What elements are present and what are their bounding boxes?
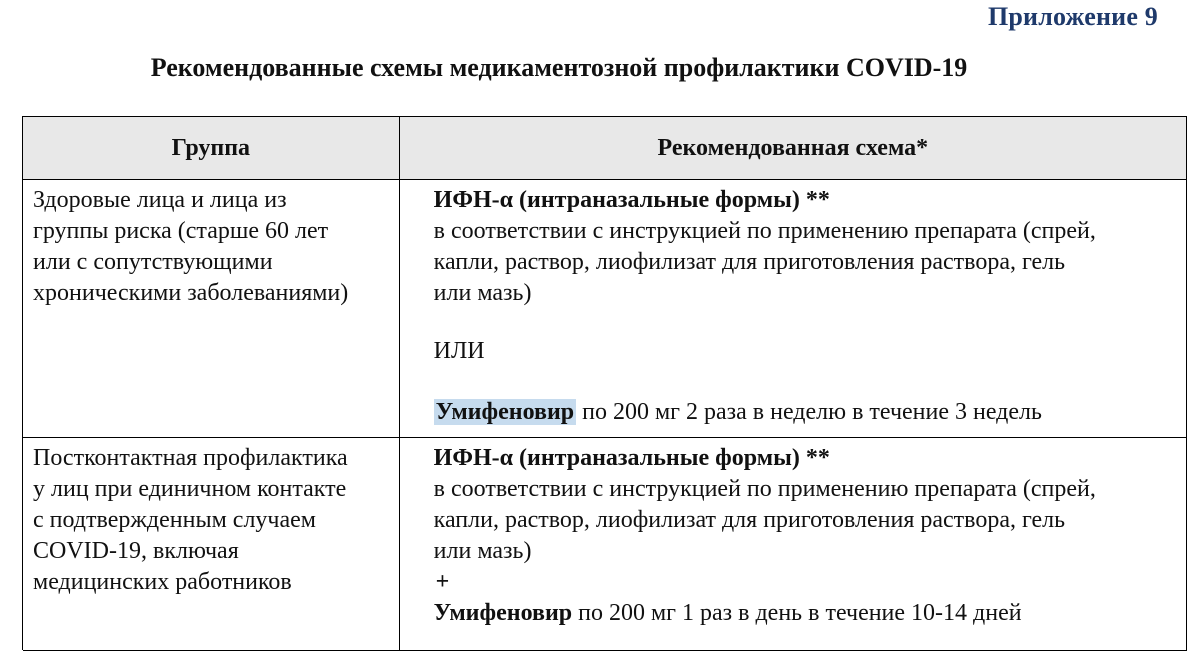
- group-cell: [23, 180, 400, 437]
- drug-ifn-instruction: в соответствии с инструкцией по применению препарата (спрей,: [433, 476, 1096, 502]
- group-line: медицинских работников: [33, 569, 292, 595]
- drug-umifenovir-dose: по 200 мг 2 раза в неделю в течение 3 недель: [576, 399, 1042, 425]
- drug-umifenovir-line: [434, 598, 1176, 629]
- drug-ifn-instruction: капли, раствор, лиофилизат для приготовления раствора, гель: [433, 249, 1066, 275]
- drug-ifn-instruction: или мазь): [433, 538, 532, 564]
- group-line: или с сопутствующими: [33, 249, 273, 275]
- connector-plus: +: [435, 569, 450, 595]
- drug-ifn-instruction: или мазь): [433, 280, 532, 306]
- drug-umifenovir-dose: по 200 мг 1 раз в день в течение 10-14 дней: [572, 600, 1022, 626]
- header-group: Группа: [23, 117, 400, 179]
- group-cell: [23, 438, 400, 650]
- document-title: Рекомендованные схемы медикаментозной профилактики COVID-19: [150, 53, 968, 82]
- group-line: Постконтактная профилактика: [33, 445, 348, 471]
- group-line: Здоровые лица и лица из: [33, 187, 287, 213]
- table-row: [23, 438, 1187, 651]
- drug-ifn-title: ИФН-α (интраназальные формы) **: [433, 445, 830, 471]
- appendix-label: Приложение 9: [987, 2, 1158, 31]
- group-line: COVID-19, включая: [33, 538, 239, 564]
- connector-or: ИЛИ: [433, 338, 485, 364]
- drug-ifn-instruction: в соответствии с инструкцией по применению препарата (спрей,: [433, 218, 1096, 244]
- group-line: группы риска (старше 60 лет: [33, 218, 329, 244]
- drug-umifenovir-name: Умифеновир: [433, 600, 573, 626]
- drug-umifenovir-line: [434, 397, 1176, 428]
- drug-umifenovir-name[interactable]: Умифеновир: [435, 399, 575, 425]
- table-row: [23, 180, 1187, 438]
- header-scheme: Рекомендованная схема*: [400, 117, 1187, 179]
- table-header-row: [23, 117, 1187, 180]
- drug-ifn-instruction: капли, раствор, лиофилизат для приготовления раствора, гель: [433, 507, 1066, 533]
- drug-ifn-title: ИФН-α (интраназальные формы) **: [433, 187, 830, 213]
- scheme-cell: [400, 180, 1187, 437]
- group-line: хроническими заболеваниями): [33, 280, 349, 306]
- group-line: с подтвержденным случаем: [33, 507, 316, 533]
- prophylaxis-table: [22, 116, 1187, 650]
- scheme-cell: [400, 438, 1187, 650]
- group-line: у лиц при единичном контакте: [33, 476, 347, 502]
